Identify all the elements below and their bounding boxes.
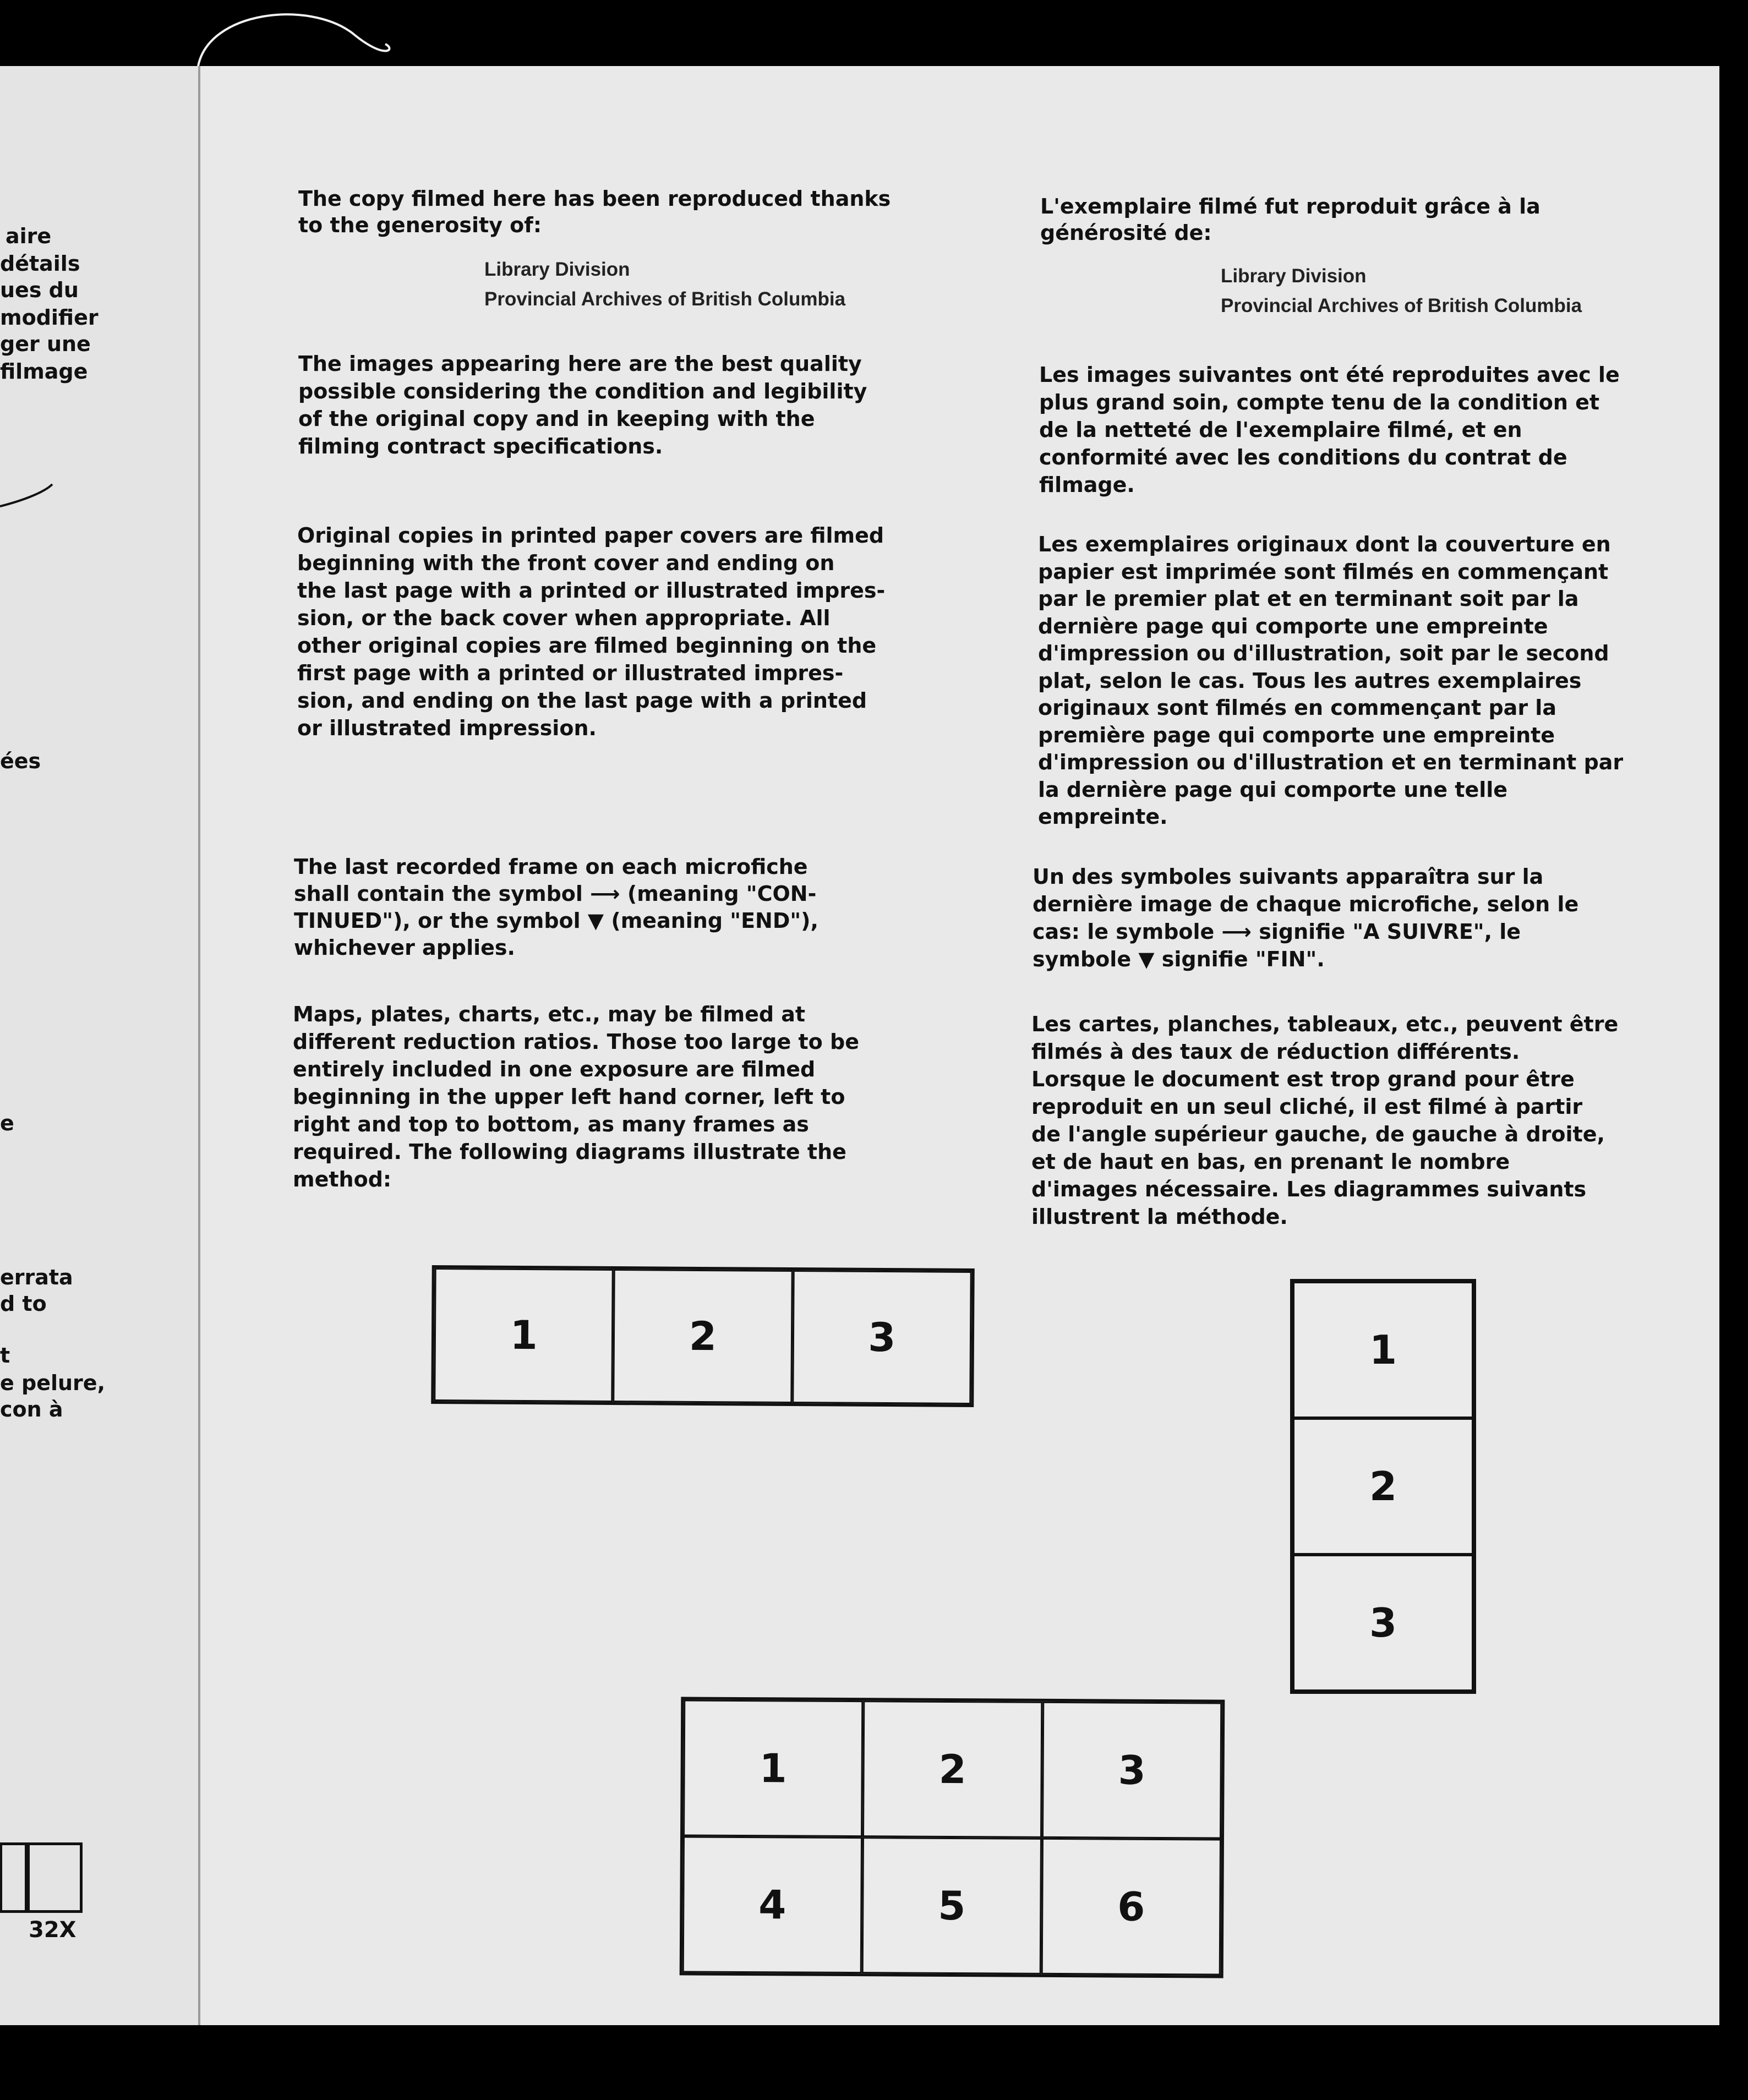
left-page-fragment: ger une	[0, 332, 91, 356]
frame-cell: 2	[862, 1700, 1042, 1838]
en-quality-line: possible considering the condition and legibility	[298, 379, 867, 403]
fr-symbols-line: cas: le symbole ⟶ signifie "A SUIVRE", le	[1033, 920, 1521, 944]
fr-covers-line: originaux sont filmés en commençant par la	[1038, 696, 1556, 720]
adjacent-page-strip	[0, 66, 198, 2025]
fr-covers-line: empreinte.	[1038, 805, 1168, 829]
diagram-vertical-three	[1290, 1279, 1476, 1694]
frame-cell: 2	[613, 1269, 793, 1403]
fr-maps-line: et de haut en bas, en prenant le nombre	[1031, 1150, 1510, 1174]
en-maps-line: Maps, plates, charts, etc., may be filmed at	[293, 1002, 806, 1026]
fr-maps-line: Lorsque le document est trop grand pour être	[1031, 1067, 1575, 1091]
left-page-fragment: modifier	[0, 305, 99, 330]
fr-maps-line: illustrent la méthode.	[1031, 1205, 1288, 1229]
frame-cell: 3	[792, 1270, 972, 1404]
fr-symbols-line: dernière image de chaque microfiche, selon le	[1033, 892, 1579, 916]
en-intro-line: The copy filmed here has been reproduced thanks	[298, 187, 891, 211]
en-covers-line: the last page with a printed or illustrated impres-	[297, 578, 886, 603]
diagram-grid-six	[680, 1697, 1225, 1978]
left-page-fragment: ues du	[0, 278, 79, 302]
left-page-fragment: filmage	[0, 359, 88, 384]
en-covers-line: first page with a printed or illustrated impres-	[297, 661, 844, 685]
fr-covers-line: par le premier plat et en terminant soit par la	[1038, 587, 1579, 611]
en-maps-line: required. The following diagrams illustrate the	[293, 1140, 846, 1164]
fr-covers-line: d'impression ou d'illustration et en terminant par	[1038, 750, 1624, 774]
en-maps-line: beginning in the upper left hand corner, left to	[293, 1085, 845, 1109]
fr-covers-line: d'impression ou d'illustration, soit par le second	[1038, 641, 1609, 665]
en-covers-line: sion, or the back cover when appropriate. All	[297, 606, 831, 630]
en-symbols-line: whichever applies.	[294, 936, 515, 960]
frame-cell: 1	[1293, 1282, 1473, 1418]
en-maps-line: entirely included in one exposure are filmed	[293, 1057, 816, 1081]
frame-cell: 1	[434, 1268, 614, 1402]
en-symbols-line: shall contain the symbol ⟶ (meaning "CON-	[294, 882, 817, 906]
left-page-fragment: ées	[0, 749, 41, 773]
left-page-fragment: d to	[0, 1292, 47, 1316]
frame-cell: 3	[1293, 1555, 1473, 1691]
frame-cell: 3	[1042, 1702, 1222, 1839]
en-symbols-line: TINUED"), or the symbol ▼ (meaning "END"),	[294, 909, 818, 933]
diagram-horizontal-three	[431, 1265, 975, 1407]
fr-maps-line: reproduit en un seul cliché, il est filmé à partir	[1031, 1095, 1583, 1119]
left-page-fragment: con à	[0, 1397, 63, 1421]
fr-maps-line: d'images nécessaire. Les diagrammes suivants	[1031, 1177, 1587, 1201]
fr-quality-line: filmage.	[1039, 473, 1135, 497]
en-covers-line: sion, and ending on the last page with a printed	[297, 688, 867, 713]
en-maps-line: different reduction ratios. Those too large to be	[293, 1030, 859, 1054]
reduction-ratio-boxes	[0, 1842, 83, 1913]
fr-maps-line: Les cartes, planches, tableaux, etc., peuvent être	[1031, 1012, 1619, 1036]
en-maps-line: right and top to bottom, as many frames as	[293, 1112, 809, 1136]
left-page-fragment: t	[0, 1343, 10, 1368]
fr-covers-line: la dernière page qui comporte une telle	[1038, 777, 1508, 802]
frame-cell: 2	[1293, 1418, 1473, 1555]
en-maps-line: method:	[293, 1167, 392, 1191]
fr-quality-line: de la netteté de l'exemplaire filmé, et en	[1039, 418, 1522, 442]
fr-symbols-line: Un des symboles suivants apparaîtra sur la	[1033, 865, 1544, 889]
en-library-line: Library Division	[484, 259, 630, 280]
fr-quality-line: Les images suivantes ont été reproduites avec le	[1039, 363, 1620, 387]
fr-covers-line: plat, selon le cas. Tous les autres exemplaires	[1038, 668, 1582, 693]
frame-cell: 5	[862, 1837, 1042, 1975]
left-page-fragment: e	[0, 1111, 14, 1135]
left-page-fragment: errata	[0, 1265, 73, 1289]
frame-cell: 1	[683, 1699, 863, 1837]
left-page-fragment: aire	[6, 224, 52, 248]
en-quality-line: The images appearing here are the best quality	[298, 352, 862, 376]
en-quality-line: filming contract specifications.	[298, 434, 663, 458]
fr-covers-line: dernière page qui comporte une empreinte	[1038, 614, 1548, 638]
fr-library-line: Library Division	[1221, 265, 1367, 287]
fr-covers-line: première page qui comporte une empreinte	[1038, 723, 1555, 747]
en-covers-line: or illustrated impression.	[297, 716, 597, 740]
en-symbols-line: The last recorded frame on each microfiche	[294, 855, 808, 879]
left-page-fragment: e pelure,	[0, 1371, 106, 1395]
en-covers-line: other original copies are filmed beginning on the	[297, 633, 877, 658]
fr-intro-line: générosité de:	[1040, 221, 1212, 245]
en-library-line: Provincial Archives of British Columbia	[484, 288, 846, 310]
left-page-fragment: détails	[0, 251, 80, 276]
fr-quality-line: conformité avec les conditions du contrat de	[1039, 445, 1567, 469]
fr-covers-line: Les exemplaires originaux dont la couverture en	[1038, 532, 1611, 556]
fr-intro-line: L'exemplaire filmé fut reproduit grâce à la	[1040, 194, 1541, 218]
fr-covers-line: papier est imprimée sont filmés en commençant	[1038, 559, 1609, 584]
fr-library-line: Provincial Archives of British Columbia	[1221, 295, 1582, 316]
fr-maps-line: filmés à des taux de réduction différents.	[1031, 1040, 1520, 1064]
en-quality-line: of the original copy and in keeping with the	[298, 407, 815, 431]
fr-maps-line: de l'angle supérieur gauche, de gauche à droite,	[1031, 1122, 1605, 1146]
en-covers-line: beginning with the front cover and ending on	[297, 551, 835, 575]
frame-cell: 6	[1041, 1838, 1221, 1976]
frame-cell: 4	[682, 1836, 862, 1973]
en-intro-line: to the generosity of:	[298, 213, 542, 237]
en-covers-line: Original copies in printed paper covers are filmed	[297, 523, 884, 548]
fr-symbols-line: symbole ▼ signifie "FIN".	[1033, 947, 1325, 971]
reduction-label: 32X	[29, 1917, 77, 1943]
fr-quality-line: plus grand soin, compte tenu de la condition et	[1039, 390, 1600, 414]
